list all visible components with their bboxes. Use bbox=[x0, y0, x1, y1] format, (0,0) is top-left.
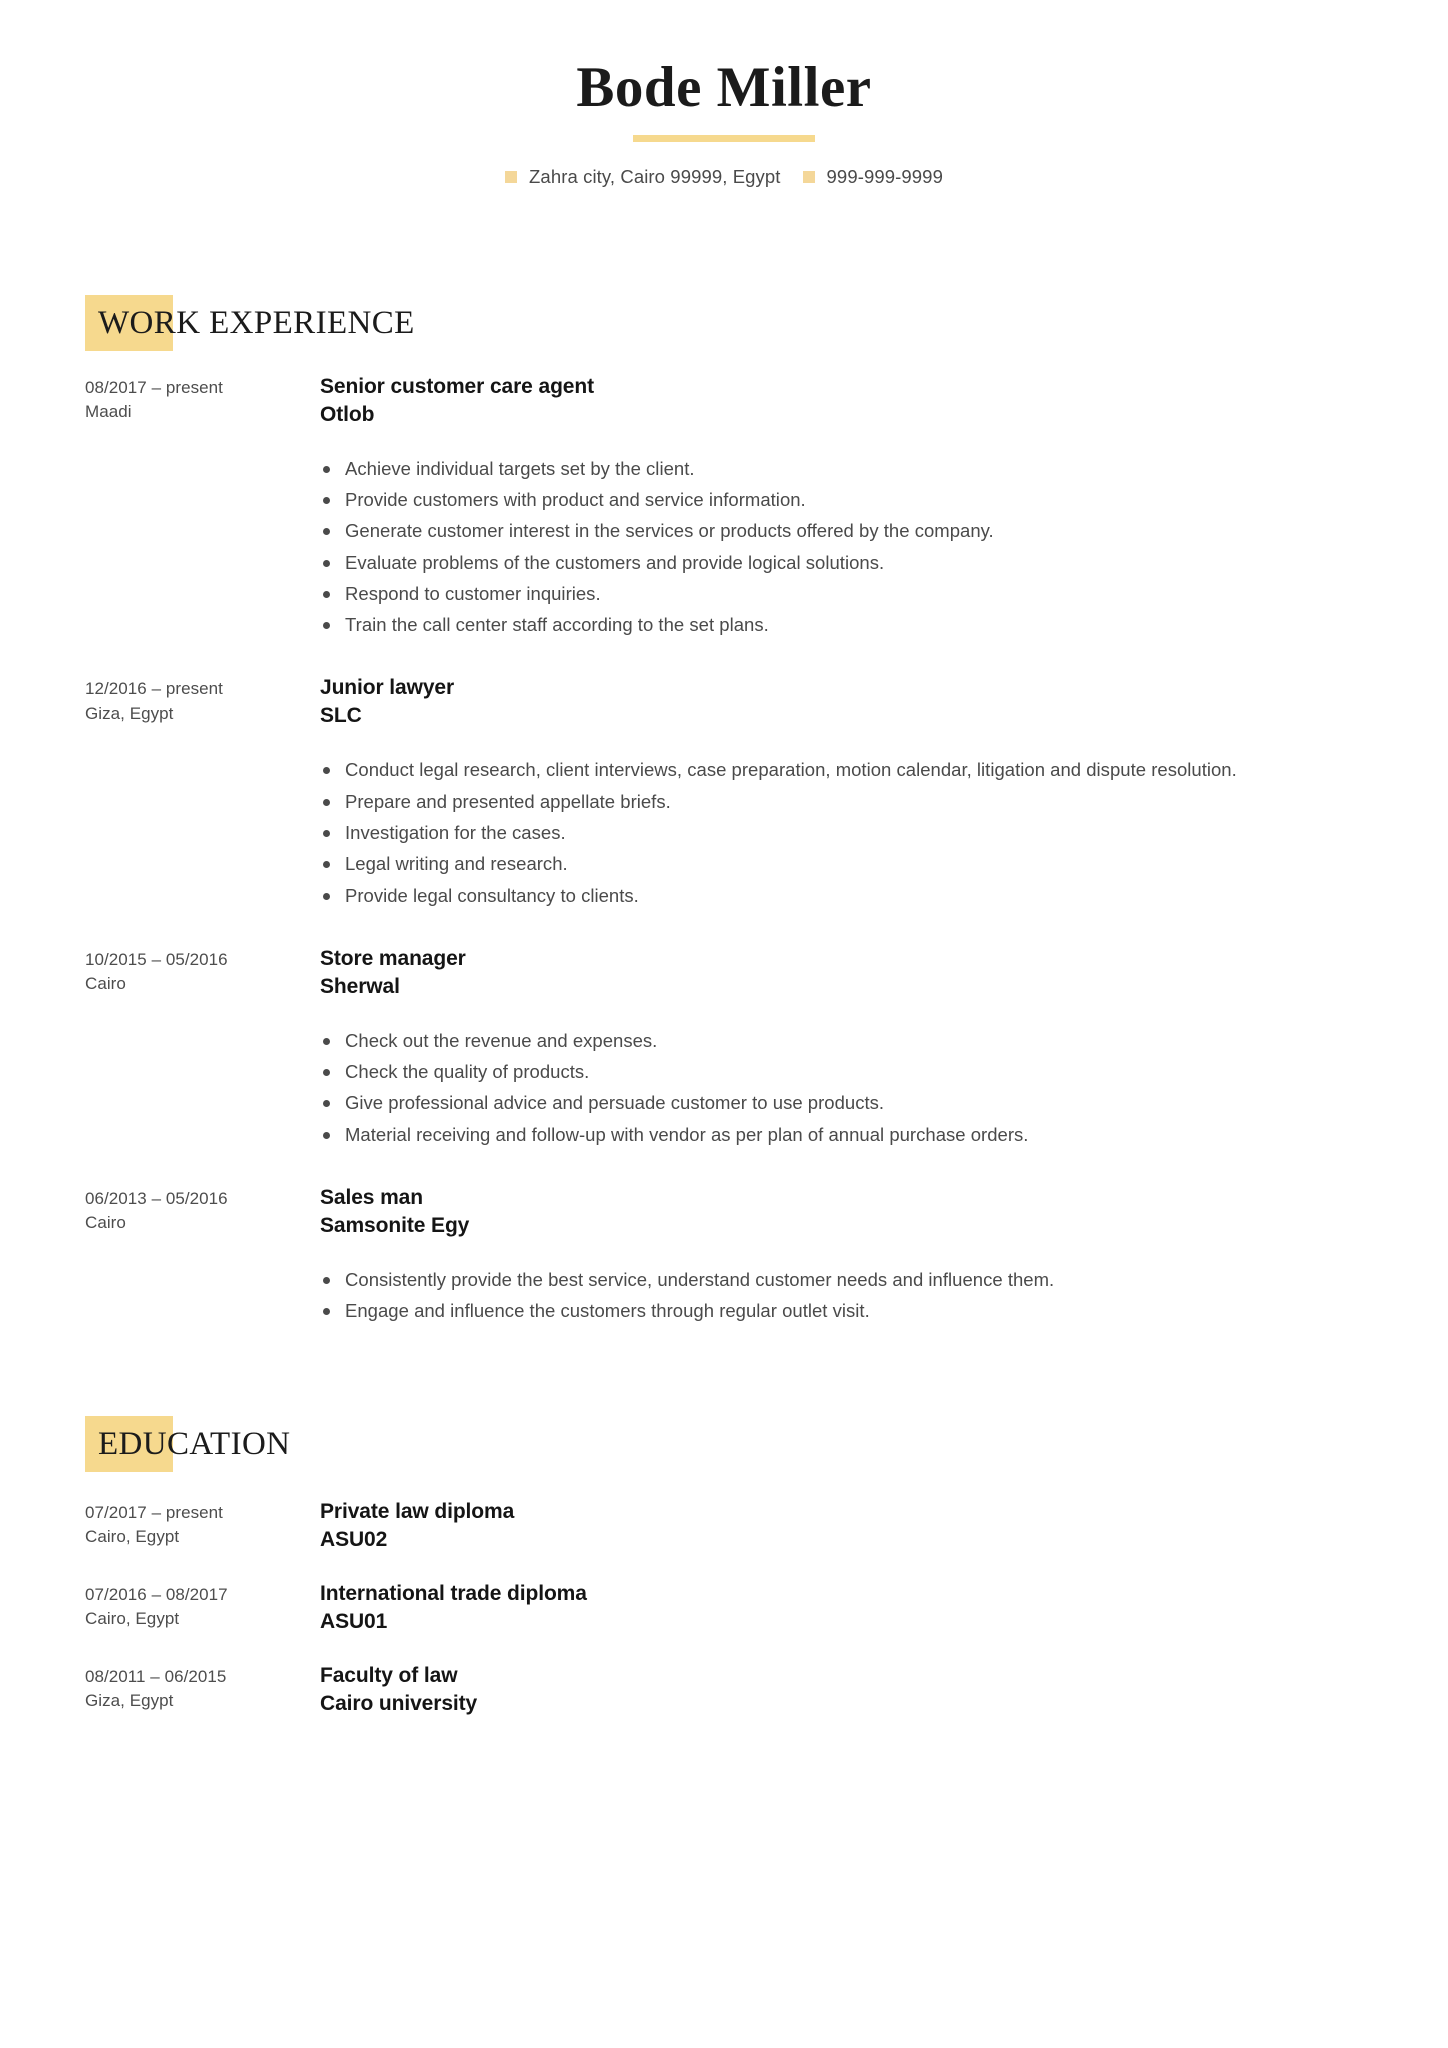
bullet-item: Evaluate problems of the customers and provide logical solutions. bbox=[320, 549, 1368, 577]
education-entry-date: 07/2016 – 08/2017 bbox=[85, 1585, 228, 1605]
work-entry bbox=[85, 945, 1368, 1152]
education-entry-organization: ASU01 bbox=[320, 1610, 388, 1634]
work-entry-date: 06/2013 – 05/2016 bbox=[85, 1188, 228, 1208]
bullet-item: Legal writing and research. bbox=[320, 850, 1368, 878]
work-entry-title: Junior lawyer bbox=[320, 676, 455, 700]
bullet-item: Prepare and presented appellate briefs. bbox=[320, 788, 1368, 816]
education-entry-body bbox=[320, 1662, 1368, 1718]
education-entry-meta bbox=[85, 1580, 320, 1631]
bullet-item: Check out the revenue and expenses. bbox=[320, 1027, 1368, 1055]
bullet-item: Material receiving and follow-up with vendor as per plan of annual purchase orders. bbox=[320, 1121, 1368, 1149]
bullet-item: Respond to customer inquiries. bbox=[320, 580, 1368, 608]
work-entry-meta bbox=[85, 945, 320, 996]
work-entry-meta bbox=[85, 674, 320, 725]
contact-item-phone bbox=[803, 166, 943, 188]
contact-info-row bbox=[0, 166, 1448, 188]
bullet-item: Generate customer interest in the services or products offered by the company. bbox=[320, 517, 1368, 545]
work-entry-title: Sales man bbox=[320, 1185, 423, 1209]
section-title-work: WORK EXPERIENCE bbox=[98, 304, 415, 341]
education-entry-title: Private law diploma bbox=[320, 1500, 515, 1524]
work-entry-title: Senior customer care agent bbox=[320, 374, 594, 398]
bullet-item: Investigation for the cases. bbox=[320, 819, 1368, 847]
education-entry-location: Cairo, Egypt bbox=[85, 1609, 180, 1629]
work-entry-organization: Sherwal bbox=[320, 974, 400, 998]
work-entry-body bbox=[320, 674, 1368, 912]
education-entry-date: 07/2017 – present bbox=[85, 1503, 223, 1523]
education-entry-body bbox=[320, 1498, 1368, 1554]
education-entry-organization: ASU02 bbox=[320, 1528, 388, 1552]
location-marker-icon bbox=[505, 171, 517, 183]
resume-header bbox=[0, 0, 1448, 188]
section-education bbox=[0, 1416, 1448, 1718]
bullet-item: Engage and influence the customers through regular outlet visit. bbox=[320, 1297, 1368, 1325]
work-entry-date: 08/2017 – present bbox=[85, 377, 223, 397]
education-entry-location: Cairo, Egypt bbox=[85, 1527, 180, 1547]
work-entry-bullets bbox=[320, 1027, 1368, 1149]
section-header-education bbox=[85, 1416, 1368, 1472]
work-entry-date: 10/2015 – 05/2016 bbox=[85, 949, 228, 969]
education-entry-meta bbox=[85, 1498, 320, 1549]
work-entry-meta bbox=[85, 1184, 320, 1235]
contact-item-address bbox=[505, 166, 781, 188]
education-entry-organization: Cairo university bbox=[320, 1691, 478, 1715]
work-entry-bullets bbox=[320, 756, 1368, 909]
work-entry bbox=[85, 1184, 1368, 1328]
section-title-education: EDUCATION bbox=[98, 1426, 291, 1463]
bullet-item: Provide legal consultancy to clients. bbox=[320, 882, 1368, 910]
education-entry-title: Faculty of law bbox=[320, 1663, 458, 1687]
work-entry-location: Maadi bbox=[85, 401, 132, 421]
work-entry-location: Cairo bbox=[85, 1212, 126, 1232]
education-entry bbox=[85, 1662, 1368, 1718]
work-entry-meta bbox=[85, 373, 320, 424]
contact-address-text: Zahra city, Cairo 99999, Egypt bbox=[529, 165, 781, 187]
name-underline-accent bbox=[633, 135, 815, 142]
education-entry bbox=[85, 1498, 1368, 1554]
contact-phone-text: 999-999-9999 bbox=[826, 165, 943, 187]
education-entry-body bbox=[320, 1580, 1368, 1636]
work-entry-title: Store manager bbox=[320, 946, 466, 970]
education-entry bbox=[85, 1580, 1368, 1636]
work-entry-body bbox=[320, 373, 1368, 643]
work-entry-organization: Samsonite Egy bbox=[320, 1213, 470, 1237]
work-entry-bullets bbox=[320, 455, 1368, 640]
education-entry-date: 08/2011 – 06/2015 bbox=[85, 1666, 227, 1686]
bullet-item: Achieve individual targets set by the client. bbox=[320, 455, 1368, 483]
section-work-experience bbox=[0, 295, 1448, 1328]
work-entry bbox=[85, 674, 1368, 912]
work-entry bbox=[85, 373, 1368, 643]
work-entry-location: Giza, Egypt bbox=[85, 703, 174, 723]
education-entry-meta bbox=[85, 1662, 320, 1713]
phone-marker-icon bbox=[803, 171, 815, 183]
work-entry-location: Cairo bbox=[85, 973, 126, 993]
education-entry-title: International trade diploma bbox=[320, 1582, 587, 1606]
work-entry-bullets bbox=[320, 1266, 1368, 1326]
section-header-work bbox=[85, 295, 1368, 351]
bullet-item: Check the quality of products. bbox=[320, 1058, 1368, 1086]
work-entry-body bbox=[320, 1184, 1368, 1328]
bullet-item: Train the call center staff according to the set plans. bbox=[320, 611, 1368, 639]
work-entry-organization: Otlob bbox=[320, 402, 375, 426]
candidate-name: Bode Miller bbox=[576, 56, 872, 119]
bullet-item: Conduct legal research, client interviews, case preparation, motion calendar, litigation and dispute resolution. bbox=[320, 756, 1368, 784]
work-entry-organization: SLC bbox=[320, 704, 362, 728]
education-entry-location: Giza, Egypt bbox=[85, 1691, 174, 1711]
bullet-item: Consistently provide the best service, understand customer needs and influence them. bbox=[320, 1266, 1368, 1294]
work-entry-body bbox=[320, 945, 1368, 1152]
bullet-item: Provide customers with product and service information. bbox=[320, 486, 1368, 514]
bullet-item: Give professional advice and persuade customer to use products. bbox=[320, 1089, 1368, 1117]
work-entry-date: 12/2016 – present bbox=[85, 679, 223, 699]
